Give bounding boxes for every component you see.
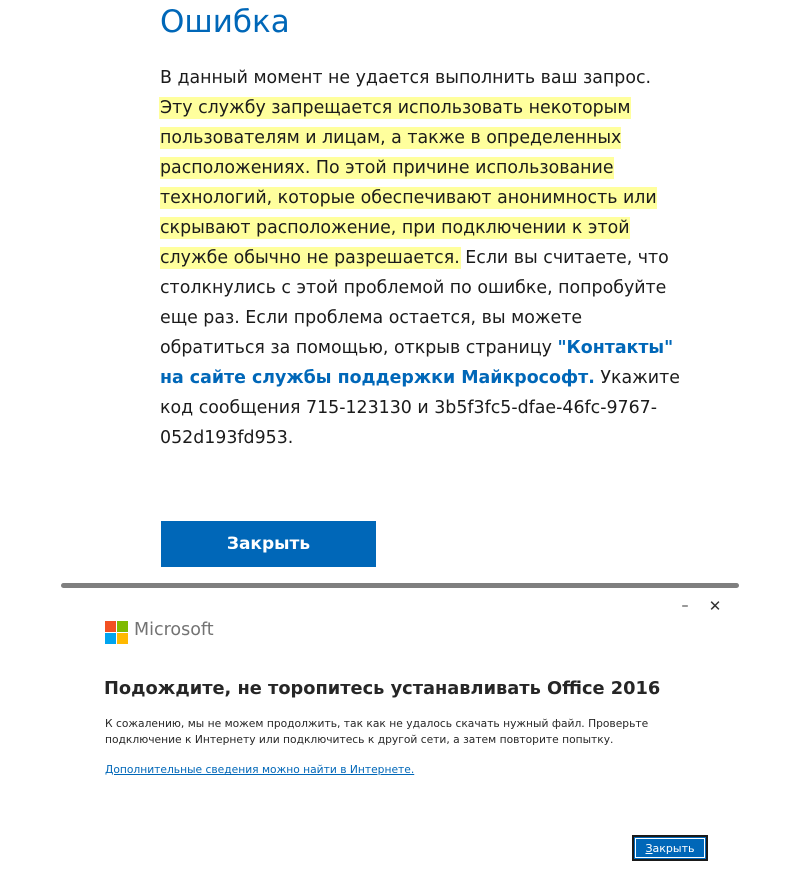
error-followup-text: Если вы считаете, что столкнулись с этой проблемой по ошибке, попробуйте еще раз. Если проблема остается, вы можете обратиться за помощью, открыв страницу <box>160 248 669 358</box>
error-lead-text: В данный момент не удается выполнить ваш запрос. <box>160 68 652 88</box>
dialog-close-button[interactable] <box>632 835 708 861</box>
close-button-label-rest: акрыть <box>652 841 695 855</box>
highlighted-restriction-text: Эту службу запрещается использовать некоторым пользователям и лицам, а также в определенных расположениях. По этой причине использование технологий, которые обеспечивают анонимность или скрывают расположение, при подключении к этой службе обычно не разрешается. <box>160 98 657 268</box>
more-info-link[interactable]: Дополнительные сведения можно найти в Интернете. <box>105 763 415 776</box>
close-button[interactable]: Закрыть <box>161 521 376 567</box>
microsoft-logo-icon <box>105 621 128 644</box>
close-icon[interactable]: ✕ <box>708 597 722 615</box>
dialog-heading: Подождите, не торопитесь устанавливать Office 2016 <box>104 678 661 699</box>
microsoft-wordmark: Microsoft <box>134 620 214 640</box>
minimize-icon[interactable]: – <box>681 598 689 614</box>
dialog-message: К сожалению, мы не можем продолжить, так как не удалось скачать нужный файл. Проверьте подключение к Интернету или подключитесь к другой сети, а затем повторите попытку. <box>105 717 649 746</box>
error-title: Ошибка <box>160 4 290 40</box>
window-separator <box>61 583 739 588</box>
close-accelerator-letter: З <box>645 841 653 855</box>
error-message <box>160 63 680 453</box>
message-code-text: Укажите код сообщения 715-123130 и 3b5f3fc5-dfae-46fc-9767-052d193fd953. <box>160 368 680 448</box>
support-contacts-link[interactable]: "Контакты" на сайте службы поддержки Майкрософт. <box>160 338 674 388</box>
